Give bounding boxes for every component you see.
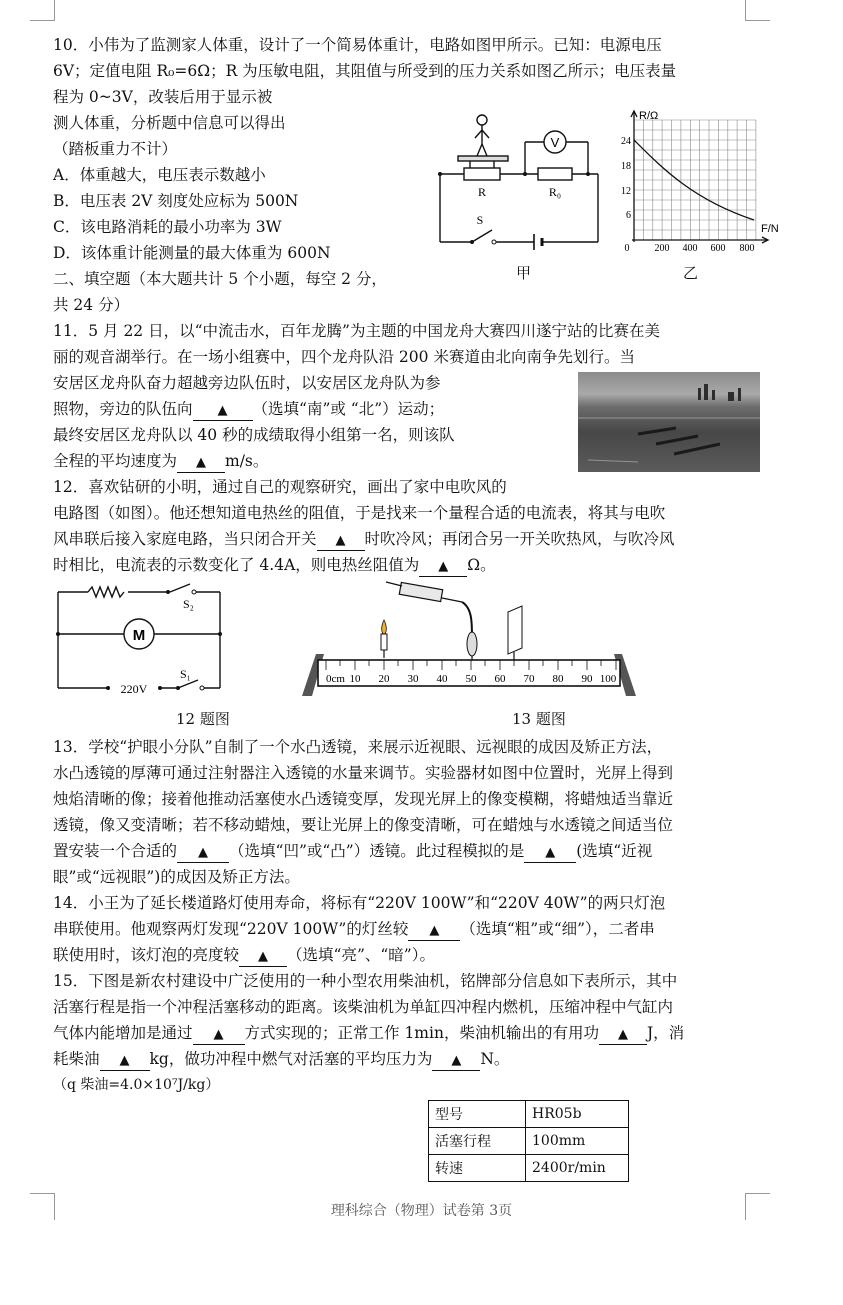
figure-jia-label: 甲 (516, 264, 532, 282)
q11-line-2: 丽的观音湖举行。在一场小组赛中，四个龙舟队沿 200 米赛道由北向南争先划行。当 (53, 348, 635, 366)
graph-y-tick-24: 24 (621, 136, 631, 147)
q12-figure-caption: 12 题图 (176, 710, 230, 728)
q12-blank-switch[interactable] (317, 530, 365, 551)
q10-option-a: A．体重越大，电压表示数越小 (53, 166, 266, 184)
q13-line-5 (53, 838, 652, 864)
blank-marker: ▲ (335, 533, 346, 548)
graph-y-axis-label: R/Ω (639, 110, 659, 122)
q11-line-6-text-a: 全程的平均速度为 (53, 452, 178, 470)
q10-line-3: 程为 0~3V，改装后用于显示被 (53, 88, 273, 106)
resistor-r0-label: R₀ (548, 185, 562, 199)
q15-line-2: 活塞行程是指一个冲程活塞移动的距离。该柴油机为单缸四冲程内燃机，压缩冲程中气缸内 (53, 998, 674, 1016)
q13-line-5-text-c: (选填“近视 (576, 842, 653, 860)
ruler-label-70: 70 (523, 673, 535, 685)
q13-line-3: 烛焰清晰的像；接着他推动活塞使水凸透镜变厚，发现光屏上的像变模糊，将蜡烛适当靠近 (53, 790, 674, 808)
ruler-label-100: 100 (599, 673, 617, 685)
figure-yi-label: 乙 (683, 264, 699, 282)
pressure-resistor-r (464, 168, 500, 180)
blank-marker: ▲ (545, 845, 556, 860)
graph-x-tick-600: 600 (710, 243, 726, 254)
motor-label: M (132, 627, 146, 644)
blank-marker: ▲ (429, 923, 440, 938)
table-cell-speed-key: 转速 (429, 1155, 526, 1182)
graph-x-tick-200: 200 (654, 243, 670, 254)
q10-circuit-figure (430, 108, 605, 260)
q14-line-3 (53, 942, 435, 968)
q11-blank-direction[interactable] (193, 400, 253, 421)
q14-line-2 (53, 916, 655, 942)
q13-line-4: 透镜，像又变清晰；若不移动蜡烛，要让光屏上的像变清晰，可在蜡烛与水透镜之间适当位 (53, 816, 674, 834)
voltage-label: 220V (120, 682, 148, 696)
q12-line-3-text-b: 时吹冷风；再闭合另一开关吹热风，与吹冷风 (364, 530, 675, 548)
fixed-resistor-r0 (538, 168, 572, 180)
table-cell-stroke-value: 100mm (526, 1128, 629, 1155)
graph-grid (634, 120, 756, 240)
candle-flame (382, 620, 387, 634)
q13-blank-eye-type[interactable] (524, 842, 576, 863)
q12-line-3 (53, 526, 675, 552)
q15-line-1: 15．下图是新农村建设中广泛使用的一种小型农用柴油机，铭牌部分信息如下表所示，其中 (53, 972, 678, 990)
blank-marker: ▲ (213, 1027, 224, 1042)
q15-line-3-text-b: 方式实现的；正常工作 1min，柴油机输出的有用功 (244, 1024, 599, 1042)
graph-y-tick-18: 18 (621, 161, 631, 172)
table-cell-model-value: HR05b (526, 1101, 629, 1128)
graph-y-tick-12: 12 (621, 186, 631, 197)
q13-line-1: 13．学校“护眼小分队”自制了一个水凸透镜，来展示近视眼、远视眼的成因及矫正方法， (53, 738, 663, 756)
q13-line-5-text-b: （选填“凹”或“凸”）透镜。此过程模拟的是 (229, 842, 525, 860)
resistor-r-label: R (477, 185, 487, 199)
table-cell-model-key: 型号 (429, 1101, 526, 1128)
q15-line-4 (53, 1046, 509, 1072)
syringe (399, 582, 442, 601)
q11-line-4-text-a: 照物，旁边的队伍向 (53, 400, 193, 418)
q12-line-4-text-b: Ω。 (467, 556, 496, 574)
q14-line-3-text-b: （选填“亮”、“暗”）。 (287, 946, 435, 964)
q12-hair-dryer-circuit (48, 582, 228, 704)
ruler-label-80: 80 (552, 673, 564, 685)
q11-line-5: 最终安居区龙舟队以 40 秒的成绩取得小组第一名，则该队 (53, 426, 455, 444)
q12-line-4 (53, 552, 496, 578)
q15-line-4-text-b: kg，做功冲程中燃气对活塞的平均压力为 (149, 1050, 433, 1068)
switch-s2 (170, 584, 190, 592)
ruler-label-50: 50 (465, 673, 477, 685)
q12-blank-resistance[interactable] (419, 556, 467, 577)
ruler-label-40: 40 (436, 673, 448, 685)
q15-line-3-text-a: 气体内能增加是通过 (53, 1024, 193, 1042)
heating-wire (88, 587, 124, 597)
q14-line-3-text-a: 联使用时，该灯泡的亮度较 (53, 946, 240, 964)
q12-line-1: 12．喜欢钻研的小明，通过自己的观察研究，画出了家中电吹风的 (53, 478, 507, 496)
q10-resistance-force-graph (612, 108, 792, 256)
q11-line-4 (53, 396, 444, 422)
dragon-boat-race-photo (578, 372, 760, 472)
switch-s (472, 230, 492, 242)
ruler-label-90: 90 (581, 673, 593, 685)
q15-line-4-text-c: N。 (480, 1050, 510, 1068)
switch-s2-label: S₂ (183, 597, 194, 611)
corner-mark-top-right (745, 0, 770, 21)
ruler-label-10: 10 (349, 673, 361, 685)
q13-line-5-text-a: 置安装一个合适的 (53, 842, 178, 860)
table-row (429, 1128, 629, 1155)
ruler-label-30: 30 (407, 673, 419, 685)
q14-blank-filament[interactable] (408, 920, 460, 941)
q10-line-2: 6V；定值电阻 R₀=6Ω；R 为压敏电阻，其阻值与所受到的压力关系如图乙所示；电压表量 (53, 62, 677, 80)
q15-fuel-heat-value: （q 柴油=4.0×10⁷J/kg） (53, 1077, 220, 1093)
scale-platform (458, 156, 508, 161)
switch-s1 (178, 680, 198, 688)
q10-option-d: D．该体重计能测量的最大体重为 600N (53, 244, 331, 262)
table-row (429, 1155, 629, 1182)
q15-blank-force[interactable] (432, 1050, 480, 1071)
blank-marker: ▲ (451, 1053, 462, 1068)
q12-line-3-text-a: 风串联后接入家庭电路，当只闭合开关 (53, 530, 317, 548)
q13-figure-caption: 13 题图 (512, 710, 566, 728)
table-cell-speed-value: 2400r/min (526, 1155, 629, 1182)
section-2-heading-line-2: 共 24 分） (53, 296, 130, 314)
q14-line-1: 14．小王为了延长楼道路灯使用寿命，将标有“220V 100W”和“220V 40W”的两只灯泡 (53, 894, 666, 912)
blank-marker: ▲ (617, 1027, 628, 1042)
section-2-heading-line-1: 二、填空题（本大题共计 5 个小题，每空 2 分， (53, 270, 387, 288)
ruler-label-20: 20 (378, 673, 390, 685)
voltmeter-label: V (550, 135, 560, 150)
q13-optical-bench-figure (296, 578, 642, 706)
switch-s1-label: S₁ (180, 667, 191, 681)
q12-line-2: 电路图（如图）。他还想知道电热丝的阻值，于是找来一个量程合适的电流表，将其与电吹 (53, 504, 666, 522)
graph-y-tick-6: 6 (626, 210, 631, 221)
q10-line-4: 测人体重，分析题中信息可以得出 (53, 114, 286, 132)
graph-x-tick-400: 400 (682, 243, 698, 254)
q13-line-6: 眼”或“远视眼”)的成因及矫正方法。 (53, 868, 300, 886)
q14-blank-brightness[interactable] (239, 946, 287, 967)
q10-line-1: 10．小伟为了监测家人体重，设计了一个简易体重计，电路如图甲所示。已知：电源电压 (53, 36, 662, 54)
water-convex-lens (467, 632, 477, 656)
candle (381, 634, 387, 650)
blank-marker: ▲ (438, 559, 449, 574)
q15-line-4-text-a: 耗柴油 (53, 1050, 100, 1068)
blank-marker: ▲ (217, 403, 228, 418)
q15-line-3-text-c: J，消 (646, 1024, 685, 1042)
switch-s-label: S (476, 213, 484, 227)
q10-line-5: （踏板重力不计） (53, 140, 178, 158)
q14-line-2-text-b: （选填“粗”或“细”），二者串 (460, 920, 655, 938)
q11-line-3: 安居区龙舟队奋力超越旁边队伍时，以安居区龙舟队为参 (53, 374, 441, 392)
blank-marker: ▲ (119, 1053, 130, 1068)
graph-x-axis-label: F/N (761, 223, 779, 235)
page-footer: 理科综合（物理）试卷第 3页 (330, 1203, 513, 1219)
q15-blank-fuel-mass[interactable] (100, 1050, 150, 1071)
q11-line-1: 11．5 月 22 日，以“中流击水，百年龙腾”为主题的中国龙舟大赛四川遂宁站的比赛在美 (53, 322, 660, 340)
q14-line-2-text-a: 串联使用。他观察两灯发现“220V 100W”的灯丝较 (53, 920, 409, 938)
corner-mark-top-left (30, 0, 55, 21)
q13-line-2: 水凸透镜的厚薄可通过注射器注入透镜的水量来调节。实验器材如图中位置时，光屏上得到 (53, 764, 674, 782)
graph-x-tick-800: 800 (739, 243, 755, 254)
person-head (477, 115, 487, 125)
q12-line-4-text-a: 时相比，电流表的示数变化了 4.4A，则电热丝阻值为 (53, 556, 420, 574)
table-cell-stroke-key: 活塞行程 (429, 1128, 526, 1155)
q15-blank-method[interactable] (193, 1024, 245, 1045)
blank-marker: ▲ (196, 455, 207, 470)
blank-marker: ▲ (258, 949, 269, 964)
q11-line-6 (53, 448, 268, 474)
q11-line-4-text-b: （选填“南”或 “北”）运动； (252, 400, 445, 418)
q15-nameplate-table (428, 1100, 629, 1182)
q15-line-3 (53, 1020, 684, 1046)
q10-option-b: B．电压表 2V 刻度处应标为 500N (53, 192, 299, 210)
q11-line-6-text-b: m/s。 (225, 452, 269, 470)
q13-blank-lens-type[interactable] (177, 842, 229, 863)
ruler-label-60: 60 (494, 673, 506, 685)
graph-x-tick-0: 0 (624, 243, 630, 254)
ruler-label-0: 0cm (326, 673, 345, 685)
light-screen (508, 606, 522, 654)
q10-option-c: C．该电路消耗的最小功率为 3W (53, 218, 282, 236)
q15-blank-useful-work[interactable] (599, 1024, 647, 1045)
blank-marker: ▲ (198, 845, 209, 860)
q11-blank-speed[interactable] (177, 452, 225, 473)
table-row (429, 1101, 629, 1128)
